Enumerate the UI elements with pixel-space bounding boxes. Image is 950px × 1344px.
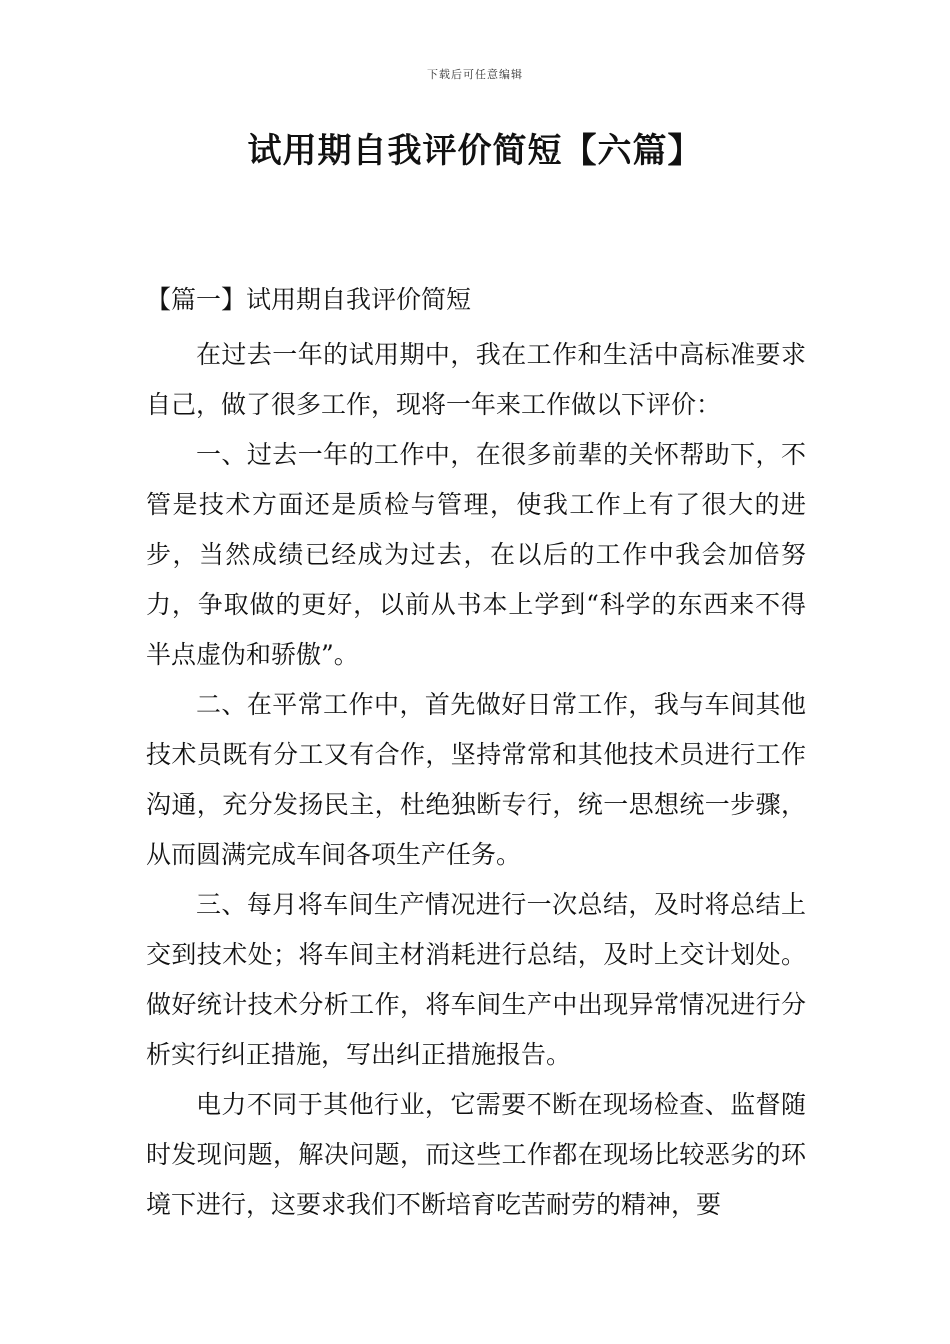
paragraph-electric-power: 电力不同于其他行业，它需要不断在现场检查、监督随时发现问题，解决问题，而这些工作都在现场比较恶劣的环境下进行，这要求我们不断培育吃苦耐劳的精神，要 — [146, 1090, 806, 1219]
header-note: 下载后可任意编辑 — [427, 68, 523, 81]
section-heading: 【篇一】试用期自我评价简短 — [146, 285, 472, 314]
document-title: 试用期自我评价简短【六篇】 — [247, 131, 703, 171]
paragraph-point-one: 一、过去一年的工作中，在很多前辈的关怀帮助下，不管是技术方面还是质检与管理，使我工作上有了很大的进步，当然成绩已经成为过去，在以后的工作中我会加倍努力，争取做的更好，以前从书本上学到“科学的东西来不得半点虚伪和骄傲”。 — [146, 440, 806, 669]
document-body — [146, 280, 806, 1230]
paragraph-point-two: 二、在平常工作中，首先做好日常工作，我与车间其他技术员既有分工又有合作，坚持常常和其他技术员进行工作沟通，充分发扬民主，杜绝独断专行，统一思想统一步骤，从而圆满完成车间各项生产任务。 — [146, 690, 806, 869]
paragraph-intro: 在过去一年的试用期中，我在工作和生活中高标准要求自己，做了很多工作，现将一年来工作做以下评价： — [146, 340, 806, 419]
paragraph-point-three: 三、每月将车间生产情况进行一次总结，及时将总结上交到技术处；将车间主材消耗进行总结，及时上交计划处。做好统计技术分析工作，将车间生产中出现异常情况进行分析实行纠正措施，写出纠正措施报告。 — [146, 890, 806, 1069]
